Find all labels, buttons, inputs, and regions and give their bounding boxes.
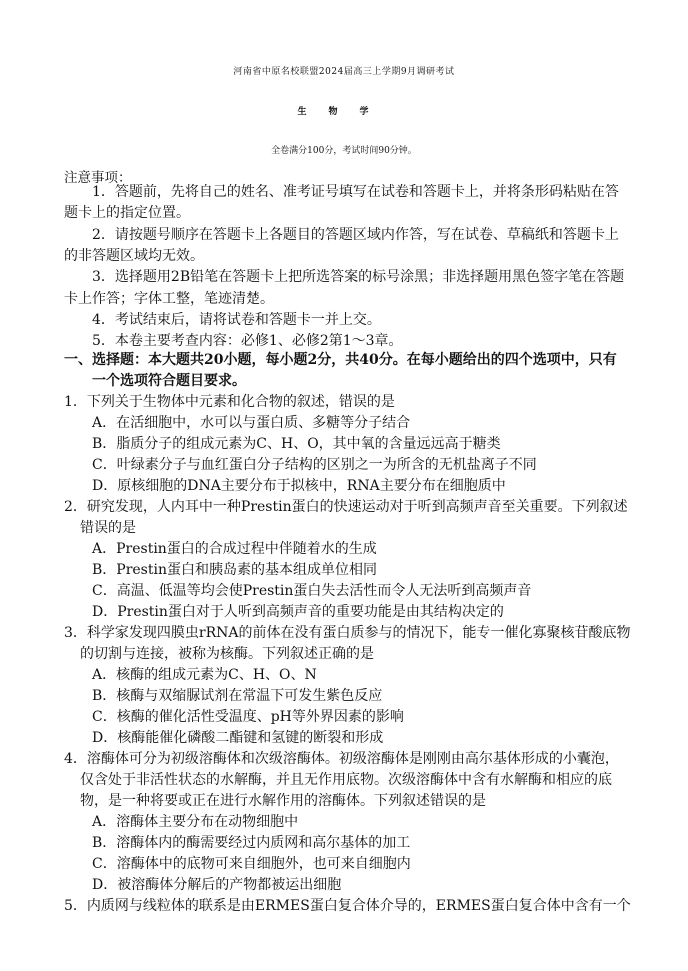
question-option: C．高温、低温等均会使Prestin蛋白失去活性而令人无法听到高频声音 xyxy=(92,583,532,599)
notice-line: 题卡上的指定位置。 xyxy=(64,205,190,221)
notice-line: 的非答题区域均无效。 xyxy=(64,248,204,264)
notice-line: 5．本卷主要考查内容：必修1、必修2第1～3章。 xyxy=(92,333,403,349)
section-heading: 一、选择题：本大题共20小题，每小题2分，共40分。在每小题给出的四个选项中，只有 xyxy=(64,352,617,368)
question-stem-cont: 错误的是 xyxy=(80,520,136,536)
question-option: D．被溶酶体分解后的产物都被运出细胞 xyxy=(92,877,342,893)
question-option: D．原核细胞的DNA主要分布于拟核中，RNA主要分布在细胞质中 xyxy=(92,478,506,494)
notice-line: 卡上作答；字体工整，笔迹清楚。 xyxy=(64,291,274,307)
notice-line: 1．答题前，先将自己的姓名、准考证号填写在试卷和答题卡上，并将条形码粘贴在答 xyxy=(92,184,619,200)
question-option: A．核酶的组成元素为C、H、O、N xyxy=(92,667,317,683)
question-option: C．叶绿素分子与血红蛋白分子结构的区别之一为所含的无机盐离子不同 xyxy=(92,457,537,473)
question-stem: 2．研究发现，人内耳中一种Prestin蛋白的快速运动对于听到高频声音至关重要。下列叙述 xyxy=(64,499,628,515)
question-option: B．核酶与双缩脲试剂在常温下可发生紫色反应 xyxy=(92,688,383,704)
question-stem-cont: 物，是一种将要或正在进行水解作用的溶酶体。下列叙述错误的是 xyxy=(80,793,486,809)
notice-heading: 注意事项： xyxy=(64,170,132,186)
question-stem: 3．科学家发现四膜虫rRNA的前体在没有蛋白质参与的情况下，能专一催化寡聚核苷酸底物 xyxy=(64,625,631,641)
question-stem-cont: 仅含处于非活性状态的水解酶，并且无作用底物。次级溶酶体中含有水解酶和相应的底 xyxy=(80,772,612,788)
notice-line: 3．选择题用2B铅笔在答题卡上把所选答案的标号涂黑；非选择题用黑色签字笔在答题 xyxy=(92,269,625,285)
question-option: A．在活细胞中，水可以与蛋白质、多糖等分子结合 xyxy=(92,415,411,431)
question-option: A．Prestin蛋白的合成过程中伴随着水的生成 xyxy=(92,541,377,557)
question-stem: 1．下列关于生物体中元素和化合物的叙述，错误的是 xyxy=(64,394,395,410)
subject-title: 生物学 xyxy=(297,107,391,117)
exam-title: 河南省中原名校联盟2024届高三上学期9月调研考试 xyxy=(233,67,455,77)
notice-line: 2．请按题号顺序在答题卡上各题目的答题区域内作答，写在试卷、草稿纸和答题卡上 xyxy=(92,227,619,243)
question-option: A．溶酶体主要分布在动物细胞中 xyxy=(92,814,299,830)
question-option: B．脂质分子的组成元素为C、H、O，其中氧的含量远远高于糖类 xyxy=(92,436,501,452)
question-stem-cont: 的切割与连接，被称为核酶。下列叙述正确的是 xyxy=(80,646,374,662)
score-time-line: 全卷满分100分，考试时间90分钟。 xyxy=(271,146,417,156)
question-option: B．溶酶体内的酶需要经过内质网和高尔基体的加工 xyxy=(92,835,411,851)
section-heading-cont: 一个选项符合题目要求。 xyxy=(92,373,246,389)
question-option: D．Prestin蛋白对于人听到高频声音的重要功能是由其结构决定的 xyxy=(92,604,504,620)
question-stem: 5．内质网与线粒体的联系是由ERMES蛋白复合体介导的，ERMES蛋白复合体中含有一个 xyxy=(64,898,631,914)
question-option: C．溶酶体中的底物可来自细胞外，也可来自细胞内 xyxy=(92,856,411,872)
question-stem: 4．溶酶体可分为初级溶酶体和次级溶酶体。初级溶酶体是刚刚由高尔基体形成的小囊泡， xyxy=(64,751,619,767)
question-option: B．Prestin蛋白和胰岛素的基本组成单位相同 xyxy=(92,562,377,578)
question-option: C．核酶的催化活性受温度、pH等外界因素的影响 xyxy=(92,709,404,725)
question-option: D．核酶能催化磷酸二酯键和氢键的断裂和形成 xyxy=(92,730,384,746)
notice-line: 4．考试结束后，请将试卷和答题卡一并上交。 xyxy=(92,312,381,328)
